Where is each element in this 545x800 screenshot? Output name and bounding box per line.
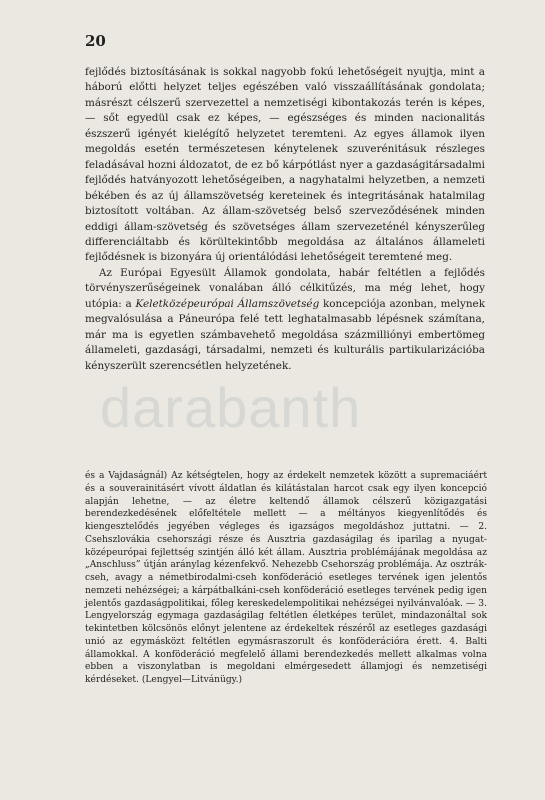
page-number: 20: [85, 32, 106, 50]
footnote: [85, 470, 487, 687]
paragraph-1: fejlődés biztosításának is sokkal nagyobb fokú lehetőségeit nyujtja, mint a háború előtti helyzet teljes egészében való visszaállításának gondolata; másrészt célszerű szervezettel a nemzetiségi kibontakozás terén is képes, — sőt egyedül csak ez képes, — egészséges és minden nacionalitás észszerű igényét kielégítő helyzetet teremteni. Az egyes államok ilyen megoldás esetén természetesen kénytelenek szuverénitásuk részleges feladásával hozni áldozatot, de ez bő kárpótlást nyer a gazdaságitársadalmi fejlődés hatványozott lehetőségeiben, a nagyhatalmi helyzetben, a nemzeti békében és az új államszövetség kereteinek és integritásának hatalmilag biztosított voltában. Az állam-szövetség belső szerveződésének minden eddigi állam-szövetség és szövetséges állam szervezeténél kényszerűleg differenciáltabb és körültekintőbb megoldása az általános állameleti fejlődésnek is bizonyára új orientálódási lehetőségeit teremtené meg.: [85, 66, 485, 264]
paragraph-2: [85, 266, 485, 374]
paragraph-2-start: Az Európai Egyesült Államok gondolata, habár feltétlen a fejlődés törvényszerűségeinek vonalában álló célkitűzés, ma még lehet, hogy utópia: a: [85, 266, 485, 310]
main-text: [85, 65, 485, 374]
watermark: darabanth: [100, 376, 362, 439]
paragraph-2-end: koncepciója azonban, melynek megvalósulása a Páneurópa felé tett leghatalmasabb lépésnek számítana, már ma is egyetlen számbavehető megoldása százmilliónyi embertömeg állameleti, gazdasági, társadalmi, nemzeti és kulturális partikularizációba kényszerült szerencsétlen helyzetének.: [85, 297, 485, 372]
footnote-text: és a Vajdaságnál) Az kétségtelen, hogy az érdekelt nemzetek között a supremaciáért és a souverainitásért vívott áldatlan és kilátástalan harcot csak egy ilyen koncepció alapján lehetne, — az életre keltendő államok célszerű közigazgatási berendezkedésének előfeltétele mellett — a méltányos kiegyenlítődés és kiengesztelődés jegyében végleges és igazságos megoldáshoz juttatni. — 2. Csehszlovákia csehországi része és Ausztria gazdaságilag és iparilag a nyugat-középeurópai fejlettség szintjén álló két állam. Ausztria problémájának megoldása az „Anschluss” útján aránylag kézenfekvő. Nehezebb Csehország problémája. Az osztrák-cseh, avagy a németbirodalmi-cseh konföderáció esetleges tervének igen jelentős nemzeti nehézségei; a kárpátbalkáni-cseh konföderáció esetleges tervének pedig igen jelentős gazdaságpolitikai, főleg kereskedelempolitikai nehézségei nyilvánvalóak. — 3. Lengyelország egymaga gazdaságilag feltétlen életképes terület, mindazonáltal sok tekintetben kölcsönös előnyt jelentene az érdekeltek részéről az esetleges gazdasági unió az egymásközt feltétlen egymásraszorult és konföderációra érett. 4. Balti államokkal. A konföderáció megfelelő állami berendezkedés mellett alkalmas volna ebben a viszonylatban is megoldani elmérgesedett államjogi és nemzetiségi kérdéseket. (Lengyel—Litvánügy.): [85, 471, 487, 685]
paragraph-2-italic: Keletközépeurópai Államszövetség: [135, 297, 320, 310]
